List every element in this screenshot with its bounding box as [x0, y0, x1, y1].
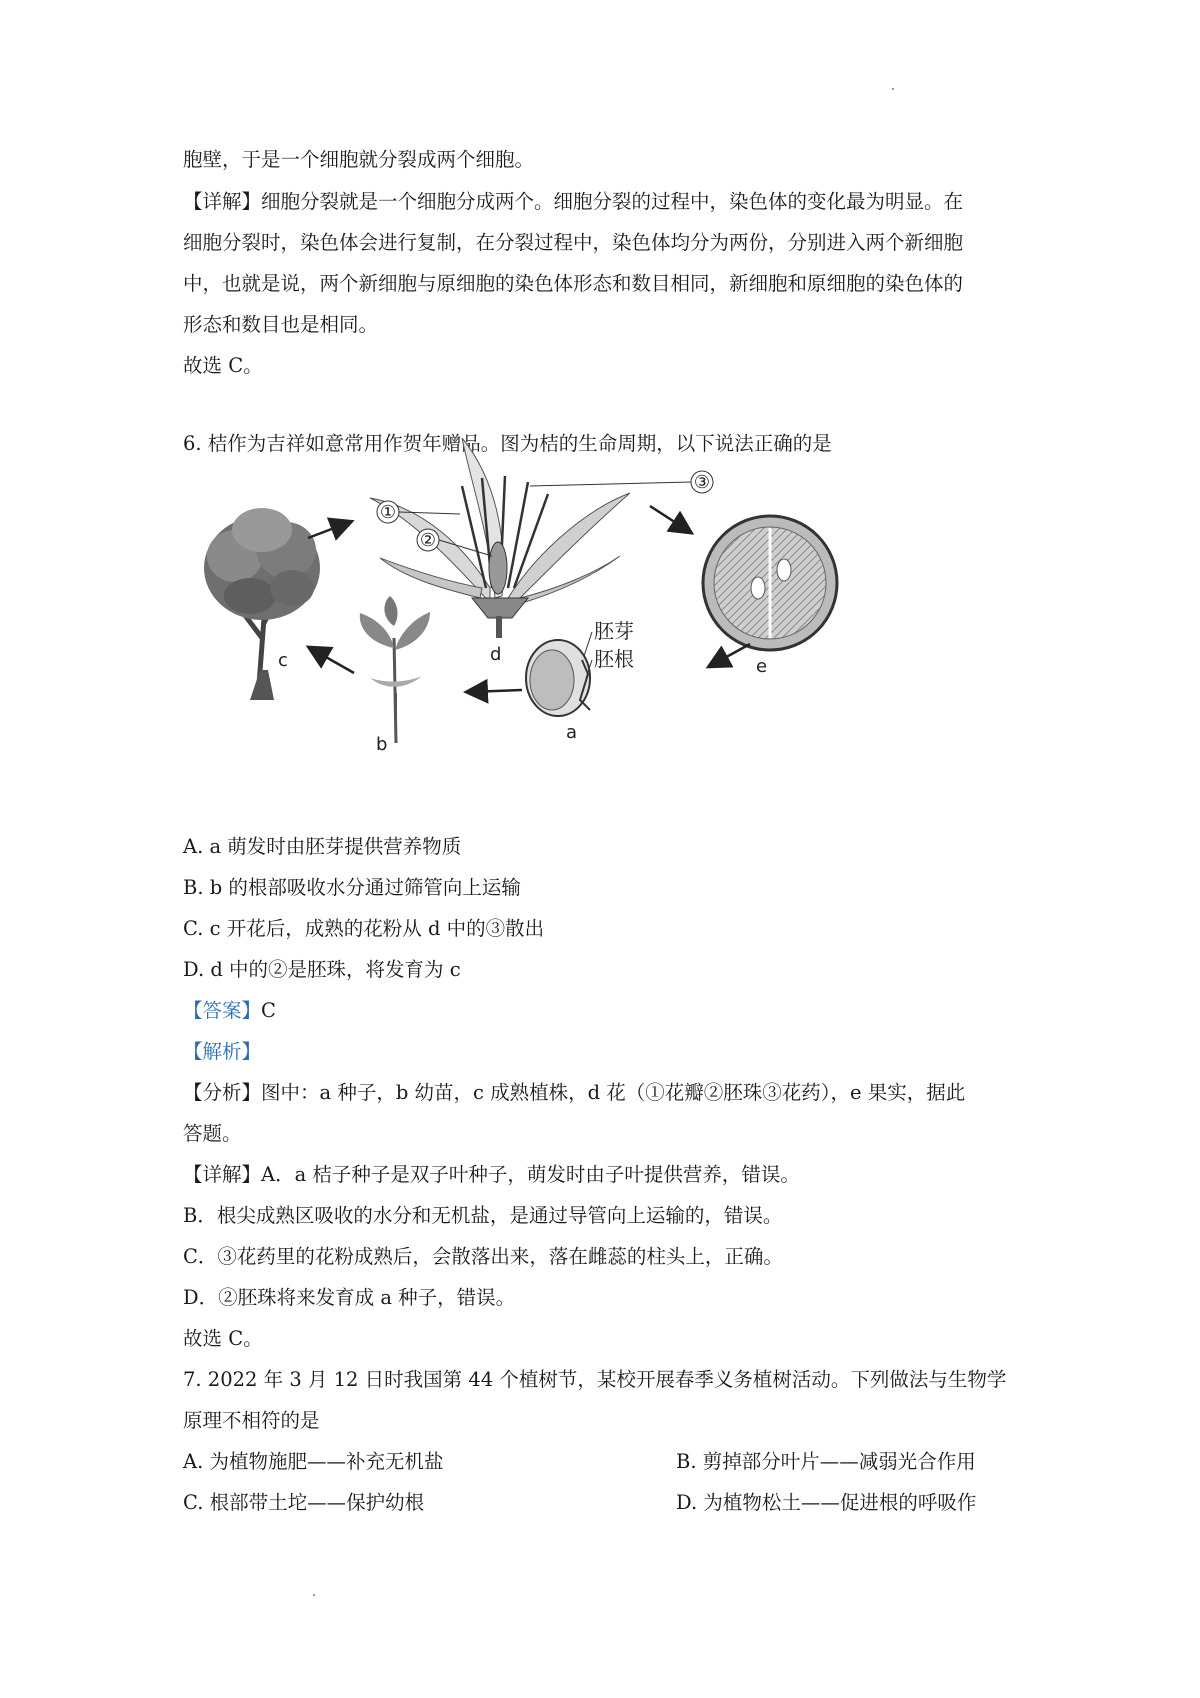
- text-line: 中，也就是说，两个新细胞与原细胞的染色体形态和数目相同，新细胞和原细胞的染色体的: [183, 272, 964, 295]
- label-c: c: [278, 650, 288, 671]
- label-petal: ①: [379, 502, 397, 523]
- label-plumule: 胚芽: [594, 619, 634, 643]
- label-ovule: ②: [419, 530, 437, 551]
- detail-line: 【详解】A．a 桔子种子是双子叶种子，萌发时由子叶提供营养，错误。: [183, 1163, 800, 1186]
- analysis-tag: 【解析】: [183, 1040, 262, 1063]
- answer-value: C: [261, 999, 276, 1022]
- q7-option-d: D. 为植物松土——促进根的呼吸作: [676, 1491, 977, 1514]
- text-line: 【详解】细胞分裂就是一个细胞分成两个。细胞分裂的过程中，染色体的变化最为明显。在: [183, 190, 964, 213]
- label-b: b: [376, 734, 388, 755]
- q7-option-a: A. 为植物施肥——补充无机盐: [183, 1450, 444, 1473]
- text-line: 细胞分裂时，染色体会进行复制，在分裂过程中，染色体均分为两份，分别进入两个新细胞: [183, 231, 964, 254]
- question-6-stem: 6. 桔作为吉祥如意常用作贺年赠品。图为桔的生命周期，以下说法正确的是: [183, 432, 832, 455]
- seed-illustration: [526, 640, 590, 716]
- q7-option-c: C. 根部带土坨——保护幼根: [183, 1491, 425, 1514]
- label-d: d: [490, 644, 502, 665]
- text-line: 胞壁，于是一个细胞就分裂成两个细胞。: [183, 148, 535, 171]
- tree-illustration: [204, 508, 320, 700]
- orange-life-cycle-figure: [190, 438, 870, 820]
- scan-speck-bottom: [313, 1594, 315, 1596]
- detail-line: B．根尖成熟区吸收的水分和无机盐，是通过导管向上运输的，错误。: [183, 1204, 783, 1227]
- text-line: 形态和数目也是相同。: [183, 313, 379, 336]
- answer-tag: 【答案】: [183, 999, 262, 1022]
- analysis-line: 答题。: [183, 1122, 242, 1145]
- label-anther: ③: [693, 472, 711, 493]
- label-radicle: 胚根: [594, 647, 634, 671]
- option-b: B. b 的根部吸收水分通过筛管向上运输: [183, 876, 521, 899]
- fruit-cross-section: [703, 516, 837, 650]
- conclusion: 故选 C。: [183, 1327, 263, 1350]
- option-c: C. c 开花后，成熟的花粉从 d 中的③散出: [183, 917, 545, 940]
- seedling-illustration: [360, 596, 430, 743]
- question-7-stem: 7. 2022 年 3 月 12 日时我国第 44 个植树节，某校开展春季义务植树活动。下列做法与生物学: [183, 1368, 1007, 1391]
- answer-line: [183, 997, 276, 1025]
- scan-speck-top: [892, 88, 894, 90]
- text-line: 故选 C。: [183, 354, 263, 377]
- flower-illustration: [370, 438, 630, 638]
- analysis-line: 【分析】图中：a 种子，b 幼苗，c 成熟植株，d 花（①花瓣②胚珠③花药），e 果实，据此: [183, 1081, 966, 1104]
- detail-line: C．③花药里的花粉成熟后，会散落出来，落在雌蕊的柱头上，正确。: [183, 1245, 783, 1268]
- label-e: e: [756, 656, 768, 677]
- option-d: D. d 中的②是胚珠，将发育为 c: [183, 958, 461, 981]
- detail-line: D．②胚珠将来发育成 a 种子，错误。: [183, 1286, 516, 1309]
- question-7-stem: 原理不相符的是: [183, 1409, 320, 1432]
- option-a: A. a 萌发时由胚芽提供营养物质: [183, 835, 462, 858]
- label-a: a: [566, 722, 578, 743]
- q7-option-b: B. 剪掉部分叶片——减弱光合作用: [676, 1450, 976, 1473]
